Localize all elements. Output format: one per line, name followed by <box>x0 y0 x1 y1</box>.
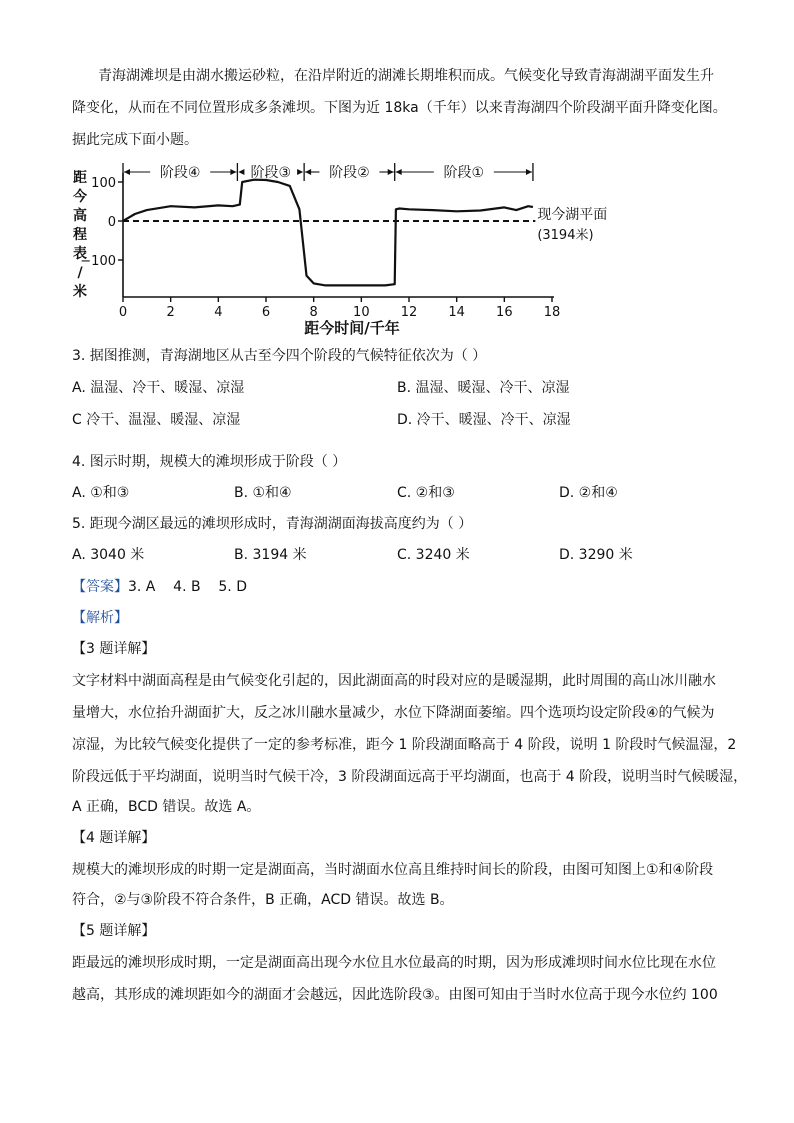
y-axis-label <box>72 169 87 300</box>
d4-line-1: 规模大的滩坝形成的时期一定是湖面高，当时湖面水位高且维持时间长的阶段，由图可知图上①和④阶段 <box>72 862 714 878</box>
y-axis-label-char: 今 <box>73 189 87 205</box>
y-axis-label-char: 高 <box>73 208 87 224</box>
stage-arrowhead <box>388 169 394 175</box>
x-tick-label: 18 <box>543 305 561 320</box>
chart-axes <box>123 173 554 297</box>
x-tick-label: 0 <box>118 305 128 320</box>
q4-stem: 4. 图示时期，规模大的滩坝形成于阶段（ ） <box>72 454 347 470</box>
intro-line-1: 青海湖滩坝是由湖水搬运砂粒，在沿岸附近的湖滩长期堆积而成。气候变化导致青海湖湖平面发生升 <box>98 68 714 84</box>
q5-option-b[interactable]: B. 3194 米 <box>234 547 307 563</box>
d3-line-2: 量增大，水位抬升湖面扩大，反之冰川融水量减少，水位下降湖面萎缩。四个选项均设定阶段④的气候为 <box>72 705 715 721</box>
stage-label: 阶段① <box>443 165 485 181</box>
y-axis-label-char: / <box>77 265 83 281</box>
stage-arrowhead <box>305 169 311 175</box>
q4-option-d[interactable]: D. ②和④ <box>559 485 618 501</box>
stage-arrowhead <box>238 169 244 175</box>
q5-option-d[interactable]: D. 3290 米 <box>559 547 633 563</box>
series-group <box>123 180 533 286</box>
x-tick-label: 8 <box>309 305 318 320</box>
d4-line-2: 符合，②与③阶段不符合条件，B 正确，ACD 错误。故选 B。 <box>72 892 454 908</box>
q5-stem: 5. 距现今湖区最远的滩坝形成时，青海湖湖面海拔高度约为（ ） <box>72 516 473 532</box>
d5-line-1: 距最远的滩坝形成时期，一定是湖面高出现今水位且水位最高的时期，因为形成滩坝时间水位比现在水位 <box>72 955 716 971</box>
stage-bar <box>123 163 533 181</box>
d3-line-4: 阶段远低于平均湖面，说明当时气候干冷，3 阶段湖面远高于平均湖面，也高于 4 阶段，说明当时气候暖湿， <box>72 769 748 785</box>
intro-line-3: 据此完成下面小题。 <box>72 132 198 148</box>
stage-arrowhead <box>526 169 532 175</box>
stage-arrowhead <box>297 169 303 175</box>
stage-arrowhead <box>230 169 236 175</box>
reference-label: 现今湖平面 <box>537 207 608 223</box>
y-tick-label: −100 <box>80 254 116 269</box>
q4-option-b[interactable]: B. ①和④ <box>234 485 292 501</box>
q3-option-c[interactable]: C 冷干、温湿、暖湿、凉湿 <box>72 412 241 428</box>
x-tick-label: 2 <box>166 305 175 320</box>
x-tick-label: 16 <box>496 305 513 320</box>
stage-arrowhead <box>124 169 130 175</box>
q4-option-c[interactable]: C. ②和③ <box>397 485 455 501</box>
x-tick-label: 6 <box>261 305 271 320</box>
lake-level-line <box>123 180 533 286</box>
q3-stem: 3. 据图推测，青海湖地区从古至今四个阶段的气候特征依次为（ ） <box>72 348 487 364</box>
x-tick-label: 14 <box>448 305 465 320</box>
answer-text: 3. A 4. B 5. D <box>128 579 247 595</box>
q3-option-a[interactable]: A. 温湿、冷干、暖湿、凉湿 <box>72 380 245 396</box>
d5-line-2: 越高，其形成的滩坝距如今的湖面才会越远，因此选阶段③。由图可知由于当时水位高于现今水位约 100 <box>72 987 718 1003</box>
intro-line-2: 降变化，从而在不同位置形成多条滩坝。下图为近 18ka（千年）以来青海湖四个阶段湖平面升降变化图。 <box>72 100 727 116</box>
q4-option-a[interactable]: A. ①和③ <box>72 485 130 501</box>
q3-option-b[interactable]: B. 温湿、暖湿、冷干、凉湿 <box>397 380 570 396</box>
answer-line <box>72 577 247 597</box>
d3-line-1: 文字材料中湖面高程是由气候变化引起的，因此湖面高的时段对应的是暖湿期，此时周围的高山冰川融水 <box>72 673 716 689</box>
y-tick-label: 0 <box>107 215 116 230</box>
x-axis-label: 距今时间/千年 <box>304 319 400 337</box>
d3-line-3: 凉湿，为比较气候变化提供了一定的参考标准，距今 1 阶段湖面略高于 4 阶段，说明 1 阶段时气候温湿，2 <box>72 737 737 753</box>
lake-level-chart <box>60 155 608 340</box>
d3-tag: 【3 题详解】 <box>72 641 156 657</box>
d4-tag: 【4 题详解】 <box>72 830 156 846</box>
stage-arrowhead <box>396 169 402 175</box>
x-tick-label: 12 <box>400 305 418 320</box>
stage-label: 阶段④ <box>159 165 201 181</box>
analysis-tag: 【解析】 <box>72 610 128 626</box>
reference-sublabel: (3194米) <box>537 228 594 243</box>
x-ticks <box>119 297 560 320</box>
stage-label: 阶段② <box>329 165 370 181</box>
stage-label: 阶段③ <box>250 165 292 181</box>
x-tick-label: 10 <box>353 305 370 320</box>
d5-tag: 【5 题详解】 <box>72 923 156 939</box>
answer-tag: 【答案】 <box>72 579 128 595</box>
q3-option-d[interactable]: D. 冷干、暖湿、冷干、凉湿 <box>397 412 571 428</box>
y-axis-label-char: 程 <box>73 227 87 243</box>
y-axis-label-char: 距 <box>73 170 87 186</box>
reference-line <box>123 206 607 243</box>
d3-line-5: A 正确，BCD 错误。故选 A。 <box>72 799 261 815</box>
y-axis-label-char: 表 <box>73 246 87 262</box>
q5-option-c[interactable]: C. 3240 米 <box>397 547 470 563</box>
y-axis-label-char: 米 <box>73 284 87 300</box>
q5-option-a[interactable]: A. 3040 米 <box>72 547 145 563</box>
x-tick-label: 4 <box>214 305 223 320</box>
y-tick-label: 100 <box>91 176 116 191</box>
